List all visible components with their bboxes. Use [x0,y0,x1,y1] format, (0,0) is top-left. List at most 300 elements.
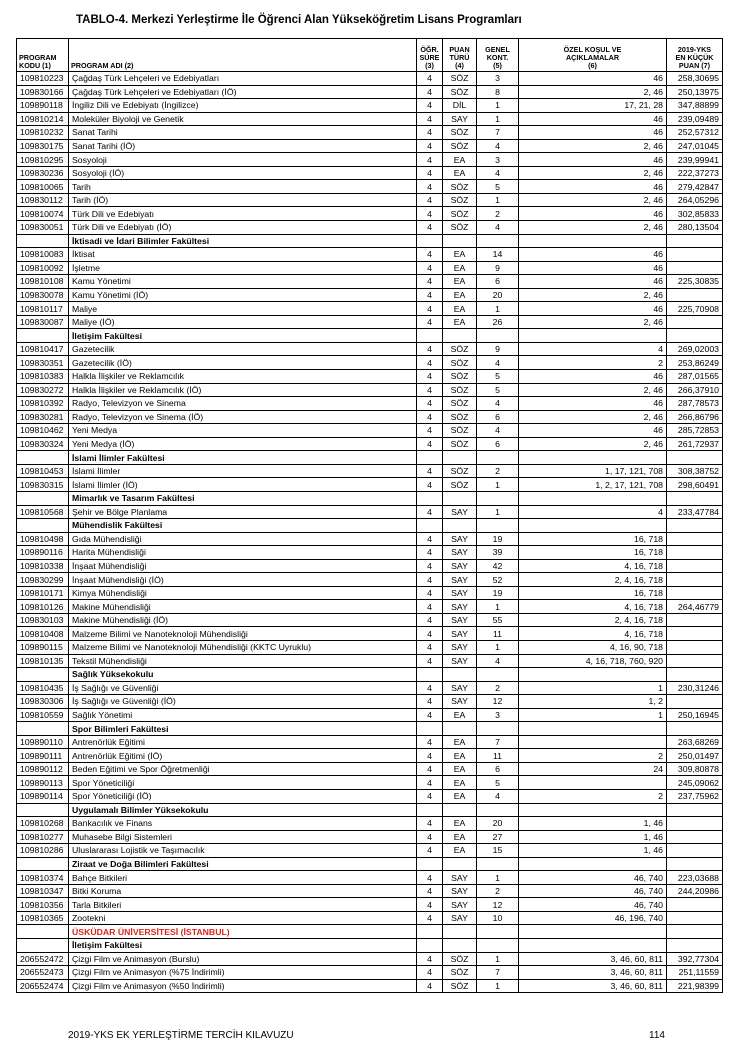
min-score-cell: 244,20986 [667,884,723,898]
special-conditions-cell: 2, 4, 16, 718 [519,573,667,587]
min-score-cell: 250,01497 [667,749,723,763]
score-type-cell: SÖZ [443,72,477,86]
program-name-cell: Uluslararası Lojistik ve Taşımacılık [69,844,417,858]
min-score-cell [667,559,723,573]
program-code-cell: 206552473 [17,966,69,980]
table-row [17,505,723,519]
program-code-cell: 109890118 [17,99,69,113]
table-row [17,180,723,194]
score-type-cell: SAY [443,600,477,614]
min-score-cell [667,288,723,302]
quota-cell: 4 [477,654,519,668]
duration-cell: 4 [417,844,443,858]
quota-cell: 1 [477,600,519,614]
special-conditions-cell: 2 [519,749,667,763]
quota-cell: 20 [477,288,519,302]
program-code-cell: 109810083 [17,248,69,262]
quota-cell: 8 [477,85,519,99]
special-conditions-cell: 46 [519,72,667,86]
empty-cell [477,234,519,248]
min-score-cell: 250,16945 [667,708,723,722]
empty-cell [667,939,723,953]
min-score-cell: 252,57312 [667,126,723,140]
program-code-cell: 109810126 [17,600,69,614]
special-conditions-cell: 46 [519,153,667,167]
program-code-cell: 109810286 [17,844,69,858]
empty-cell [667,925,723,939]
table-row [17,776,723,790]
empty-cell [477,491,519,505]
min-score-cell: 302,85833 [667,207,723,221]
empty-cell [667,519,723,533]
faculty-row [17,722,723,736]
special-conditions-cell: 46 [519,397,667,411]
score-type-cell: DİL [443,99,477,113]
special-conditions-cell: 1 [519,708,667,722]
program-name-cell: Zootekni [69,911,417,925]
score-type-cell: SÖZ [443,85,477,99]
program-name-cell: İşletme [69,261,417,275]
table-row [17,248,723,262]
duration-cell: 4 [417,708,443,722]
table-row [17,762,723,776]
min-score-cell: 347,88899 [667,99,723,113]
empty-cell [17,491,69,505]
quota-cell: 1 [477,952,519,966]
header-special-conditions: ÖZEL KOŞUL VE AÇIKLAMALAR (6) [519,39,667,72]
min-score-cell: 247,01045 [667,139,723,153]
special-conditions-cell: 16, 718 [519,546,667,560]
quota-cell: 3 [477,153,519,167]
program-name-cell: Antrenörlük Eğitimi (İÖ) [69,749,417,763]
min-score-cell [667,627,723,641]
faculty-row [17,519,723,533]
table-row [17,112,723,126]
table-row [17,410,723,424]
table-row [17,221,723,235]
duration-cell: 4 [417,546,443,560]
program-name-cell: Kamu Yönetimi [69,275,417,289]
empty-cell [17,329,69,343]
min-score-cell [667,315,723,329]
program-name-cell: İş Sağlığı ve Güvenliği (İÖ) [69,695,417,709]
empty-cell [417,329,443,343]
program-code-cell: 109830087 [17,315,69,329]
special-conditions-cell: 46 [519,275,667,289]
duration-cell: 4 [417,424,443,438]
score-type-cell: SAY [443,532,477,546]
quota-cell: 1 [477,640,519,654]
empty-cell [443,939,477,953]
min-score-cell: 239,99941 [667,153,723,167]
program-name-cell: Makine Mühendisliği (İÖ) [69,613,417,627]
score-type-cell: SAY [443,884,477,898]
special-conditions-cell: 2 [519,789,667,803]
quota-cell: 11 [477,627,519,641]
score-type-cell: SÖZ [443,193,477,207]
faculty-row [17,668,723,682]
quota-cell: 42 [477,559,519,573]
quota-cell: 2 [477,464,519,478]
min-score-cell [667,695,723,709]
program-code-cell: 109810347 [17,884,69,898]
program-code-cell: 109830315 [17,478,69,492]
table-row [17,532,723,546]
empty-cell [477,925,519,939]
quota-cell: 4 [477,397,519,411]
university-row [17,925,723,939]
program-code-cell: 109810295 [17,153,69,167]
table-row [17,573,723,587]
empty-cell [477,519,519,533]
table-row [17,735,723,749]
table-row [17,153,723,167]
table-row [17,911,723,925]
program-code-cell: 109810462 [17,424,69,438]
score-type-cell: SAY [443,112,477,126]
empty-cell [519,519,667,533]
special-conditions-cell: 2 [519,356,667,370]
program-name-cell: Beden Eğitimi ve Spor Öğretmenliği [69,762,417,776]
program-code-cell: 109810356 [17,898,69,912]
table-row [17,315,723,329]
duration-cell: 4 [417,302,443,316]
empty-cell [17,939,69,953]
score-type-cell: SAY [443,546,477,560]
min-score-cell [667,546,723,560]
score-type-cell: EA [443,789,477,803]
quota-cell: 4 [477,221,519,235]
empty-cell [17,519,69,533]
score-type-cell: SÖZ [443,424,477,438]
score-type-cell: SÖZ [443,383,477,397]
program-code-cell: 109810065 [17,180,69,194]
program-name-cell: Tarih (İÖ) [69,193,417,207]
min-score-cell: 269,02003 [667,342,723,356]
table-row [17,370,723,384]
min-score-cell [667,911,723,925]
special-conditions-cell: 46 [519,207,667,221]
quota-cell: 6 [477,437,519,451]
program-code-cell: 109810135 [17,654,69,668]
program-name-cell: Bahçe Bitkileri [69,871,417,885]
program-name-cell: Yeni Medya [69,424,417,438]
quota-cell: 7 [477,735,519,749]
program-code-cell: 109830112 [17,193,69,207]
empty-cell [17,857,69,871]
special-conditions-cell: 4, 16, 718 [519,627,667,641]
special-conditions-cell: 2, 46 [519,166,667,180]
table-row [17,627,723,641]
program-code-cell: 109890111 [17,749,69,763]
quota-cell: 1 [477,979,519,993]
empty-cell [443,722,477,736]
empty-cell [477,803,519,817]
program-code-cell: 109830236 [17,166,69,180]
score-type-cell: SAY [443,695,477,709]
quota-cell: 7 [477,966,519,980]
special-conditions-cell: 46, 196, 740 [519,911,667,925]
quota-cell: 4 [477,424,519,438]
program-name-cell: Sanat Tarihi (İÖ) [69,139,417,153]
quota-cell: 9 [477,342,519,356]
faculty-name: İslami İlimler Fakültesi [69,451,417,465]
table-row [17,397,723,411]
quota-cell: 4 [477,139,519,153]
faculty-row [17,451,723,465]
quota-cell: 1 [477,99,519,113]
table-row [17,708,723,722]
program-code-cell: 109830272 [17,383,69,397]
special-conditions-cell: 46 [519,126,667,140]
program-code-cell: 109810092 [17,261,69,275]
empty-cell [417,939,443,953]
table-row [17,437,723,451]
program-code-cell: 109830281 [17,410,69,424]
program-name-cell: İslami İlimler (İÖ) [69,478,417,492]
empty-cell [443,329,477,343]
score-type-cell: SÖZ [443,370,477,384]
program-code-cell: 109810268 [17,817,69,831]
empty-cell [667,857,723,871]
quota-cell: 55 [477,613,519,627]
special-conditions-cell: 3, 46, 60, 811 [519,979,667,993]
quota-cell: 12 [477,898,519,912]
program-name-cell: Gazetecilik [69,342,417,356]
table-row [17,966,723,980]
score-type-cell: SÖZ [443,952,477,966]
min-score-cell [667,830,723,844]
score-type-cell: SAY [443,898,477,912]
duration-cell: 4 [417,966,443,980]
special-conditions-cell: 3, 46, 60, 811 [519,966,667,980]
score-type-cell: SÖZ [443,397,477,411]
min-score-cell: 285,72853 [667,424,723,438]
duration-cell: 4 [417,126,443,140]
score-type-cell: SAY [443,911,477,925]
special-conditions-cell: 1 [519,681,667,695]
duration-cell: 4 [417,749,443,763]
program-name-cell: İnşaat Mühendisliği (İÖ) [69,573,417,587]
program-code-cell: 109810568 [17,505,69,519]
special-conditions-cell: 46, 740 [519,871,667,885]
special-conditions-cell [519,735,667,749]
quota-cell: 2 [477,207,519,221]
table-row [17,207,723,221]
program-code-cell: 109890113 [17,776,69,790]
special-conditions-cell: 4, 16, 718 [519,559,667,573]
empty-cell [443,803,477,817]
faculty-name: İktisadi ve İdari Bilimler Fakültesi [69,234,417,248]
empty-cell [519,939,667,953]
table-row [17,789,723,803]
duration-cell: 4 [417,72,443,86]
duration-cell: 4 [417,871,443,885]
score-type-cell: SÖZ [443,478,477,492]
quota-cell: 1 [477,302,519,316]
score-type-cell: EA [443,762,477,776]
header-duration: ÖĞR. SÜRE (3) [417,39,443,72]
program-name-cell: İslami İlimler [69,464,417,478]
quota-cell: 10 [477,911,519,925]
special-conditions-cell: 4, 16, 90, 718 [519,640,667,654]
score-type-cell: SAY [443,505,477,519]
min-score-cell: 308,38752 [667,464,723,478]
program-code-cell: 109810408 [17,627,69,641]
program-code-cell: 109810435 [17,681,69,695]
program-code-cell: 109830103 [17,613,69,627]
program-name-cell: Türk Dili ve Edebiyatı (İÖ) [69,221,417,235]
special-conditions-cell: 2, 46 [519,410,667,424]
program-code-cell: 109830351 [17,356,69,370]
duration-cell: 4 [417,288,443,302]
program-code-cell: 109810383 [17,370,69,384]
duration-cell: 4 [417,681,443,695]
program-name-cell: Çizgi Film ve Animasyon (Burslu) [69,952,417,966]
quota-cell: 4 [477,356,519,370]
program-name-cell: İnşaat Mühendisliği [69,559,417,573]
min-score-cell [667,654,723,668]
duration-cell: 4 [417,112,443,126]
program-name-cell: Bitki Koruma [69,884,417,898]
score-type-cell: EA [443,288,477,302]
score-type-cell: SAY [443,613,477,627]
table-row [17,85,723,99]
program-code-cell: 206552472 [17,952,69,966]
empty-cell [477,668,519,682]
duration-cell: 4 [417,180,443,194]
quota-cell: 20 [477,817,519,831]
program-code-cell: 109810498 [17,532,69,546]
duration-cell: 4 [417,99,443,113]
program-name-cell: Halkla İlişkiler ve Reklamcılık [69,370,417,384]
empty-cell [667,451,723,465]
empty-cell [519,857,667,871]
program-name-cell: Tarih [69,180,417,194]
min-score-cell: 233,47784 [667,505,723,519]
min-score-cell: 222,37273 [667,166,723,180]
special-conditions-cell: 2, 46 [519,193,667,207]
program-name-cell: Çağdaş Türk Lehçeleri ve Edebiyatları (İÖ) [69,85,417,99]
empty-cell [417,857,443,871]
min-score-cell: 280,13504 [667,221,723,235]
table-row [17,261,723,275]
special-conditions-cell: 4 [519,505,667,519]
page-title: TABLO-4. Merkezi Yerleştirme İle Öğrenci Alan Yükseköğretim Lisans Programları [76,14,522,26]
quota-cell: 1 [477,193,519,207]
min-score-cell: 261,72937 [667,437,723,451]
program-code-cell: 109890110 [17,735,69,749]
min-score-cell: 225,70908 [667,302,723,316]
program-name-cell: Radyo, Televizyon ve Sinema [69,397,417,411]
min-score-cell [667,248,723,262]
duration-cell: 4 [417,342,443,356]
empty-cell [417,519,443,533]
min-score-cell: 264,46779 [667,600,723,614]
duration-cell: 4 [417,573,443,587]
table-row [17,383,723,397]
duration-cell: 4 [417,315,443,329]
quota-cell: 6 [477,762,519,776]
min-score-cell: 225,30835 [667,275,723,289]
score-type-cell: SÖZ [443,437,477,451]
program-name-cell: Antrenörlük Eğitimi [69,735,417,749]
special-conditions-cell: 46 [519,370,667,384]
duration-cell: 4 [417,789,443,803]
quota-cell: 52 [477,573,519,587]
empty-cell [519,451,667,465]
special-conditions-cell: 1, 46 [519,817,667,831]
quota-cell: 27 [477,830,519,844]
program-name-cell: Sağlık Yönetimi [69,708,417,722]
table-row [17,342,723,356]
quota-cell: 39 [477,546,519,560]
faculty-row [17,329,723,343]
special-conditions-cell: 1, 2, 17, 121, 708 [519,478,667,492]
quota-cell: 26 [477,315,519,329]
duration-cell: 4 [417,478,443,492]
faculty-row [17,234,723,248]
duration-cell: 4 [417,275,443,289]
program-name-cell: İktisat [69,248,417,262]
score-type-cell: SÖZ [443,180,477,194]
duration-cell: 4 [417,735,443,749]
quota-cell: 5 [477,180,519,194]
min-score-cell [667,817,723,831]
table-row [17,871,723,885]
quota-cell: 1 [477,478,519,492]
header-program-code: PROGRAM KODU (1) [17,39,69,72]
min-score-cell: 237,75962 [667,789,723,803]
min-score-cell: 251,11559 [667,966,723,980]
quota-cell: 6 [477,410,519,424]
faculty-name: Spor Bilimleri Fakültesi [69,722,417,736]
program-code-cell: 109810338 [17,559,69,573]
page-number: 114 [649,1030,665,1041]
program-code-cell: 109830166 [17,85,69,99]
faculty-name: İletişim Fakültesi [69,329,417,343]
program-code-cell: 109810392 [17,397,69,411]
empty-cell [519,491,667,505]
table-row [17,193,723,207]
score-type-cell: SÖZ [443,410,477,424]
program-name-cell: Türk Dili ve Edebiyatı [69,207,417,221]
program-name-cell: Tarla Bitkileri [69,898,417,912]
duration-cell: 4 [417,979,443,993]
empty-cell [17,451,69,465]
min-score-cell: 287,78573 [667,397,723,411]
min-score-cell: 221,98399 [667,979,723,993]
min-score-cell: 258,30695 [667,72,723,86]
min-score-cell: 223,03688 [667,871,723,885]
min-score-cell [667,586,723,600]
program-name-cell: Çağdaş Türk Lehçeleri ve Edebiyatları [69,72,417,86]
table-row [17,586,723,600]
score-type-cell: EA [443,261,477,275]
empty-cell [17,234,69,248]
duration-cell: 4 [417,952,443,966]
duration-cell: 4 [417,640,443,654]
score-type-cell: SÖZ [443,126,477,140]
special-conditions-cell: 17, 21, 28 [519,99,667,113]
program-name-cell: Sanat Tarihi [69,126,417,140]
program-name-cell: Kimya Mühendisliği [69,586,417,600]
duration-cell: 4 [417,221,443,235]
quota-cell: 5 [477,383,519,397]
table-row [17,681,723,695]
duration-cell: 4 [417,898,443,912]
table-row [17,600,723,614]
